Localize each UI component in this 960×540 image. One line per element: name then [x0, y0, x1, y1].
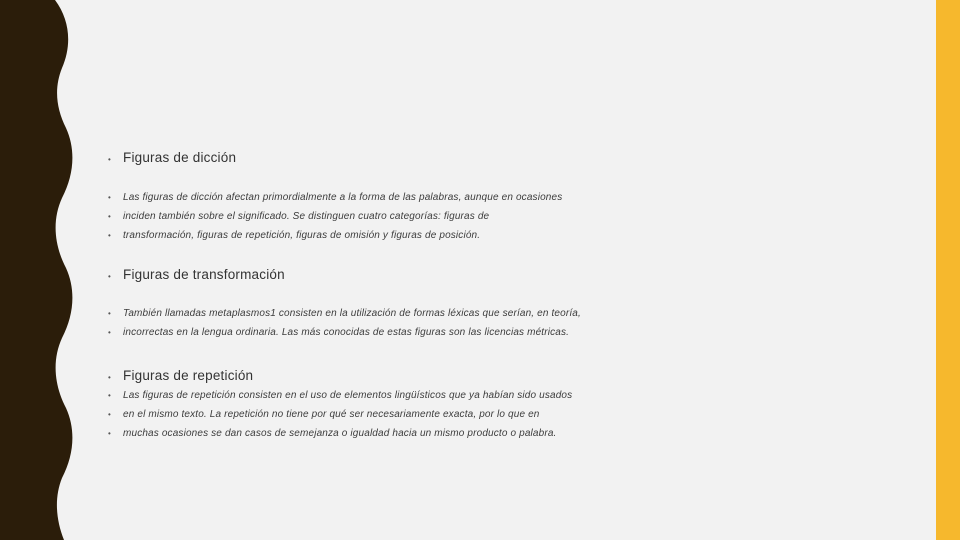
- heading-row: [108, 267, 920, 282]
- body-line: incorrectas en la lengua ordinaria. Las más conocidas de estas figuras son las licencias métricas.: [123, 327, 570, 338]
- body-line: También llamadas metaplasmos1 consisten en la utilización de formas léxicas que serían, en teoría,: [123, 308, 581, 319]
- left-decorative-band: [0, 0, 80, 540]
- bullet: •: [108, 429, 111, 438]
- body-row: [108, 308, 920, 319]
- bullet: •: [108, 272, 111, 281]
- body-line: muchas ocasiones se dan casos de semejanza o igualdad hacia un mismo producto o palabra.: [123, 428, 557, 439]
- body-row: [108, 327, 920, 338]
- body-row: [108, 230, 920, 241]
- heading-figuras-de-repeticion: Figuras de repetición: [123, 368, 254, 383]
- body-row: [108, 390, 920, 401]
- heading-figuras-de-diccion: Figuras de dicción: [123, 150, 237, 165]
- bullet: •: [108, 391, 111, 400]
- wavy-edge-shape: [0, 0, 72, 540]
- body-line: en el mismo texto. La repetición no tiene por qué ser necesariamente exacta, por lo que en: [123, 409, 540, 420]
- body-line: inciden también sobre el significado. Se distinguen cuatro categorías: figuras de: [123, 211, 490, 222]
- body-row: [108, 192, 920, 203]
- body-line: Las figuras de repetición consisten en el uso de elementos lingüísticos que ya habían sido usados: [123, 390, 573, 401]
- bullet: •: [108, 155, 111, 164]
- bullet: •: [108, 231, 111, 240]
- bullet: •: [108, 373, 111, 382]
- heading-row: [108, 368, 920, 383]
- body-row: [108, 428, 920, 439]
- bullet: •: [108, 410, 111, 419]
- bullet: •: [108, 309, 111, 318]
- body-row: [108, 211, 920, 222]
- heading-row: [108, 150, 920, 165]
- right-accent-band: [936, 0, 960, 540]
- bullet: •: [108, 328, 111, 337]
- body-line: Las figuras de dicción afectan primordialmente a la forma de las palabras, aunque en ocasiones: [123, 192, 563, 203]
- body-line: transformación, figuras de repetición, figuras de omisión y figuras de posición.: [123, 230, 481, 241]
- body-row: [108, 409, 920, 420]
- bullet: •: [108, 193, 111, 202]
- bullet: •: [108, 212, 111, 221]
- heading-figuras-de-transformacion: Figuras de transformación: [123, 267, 285, 282]
